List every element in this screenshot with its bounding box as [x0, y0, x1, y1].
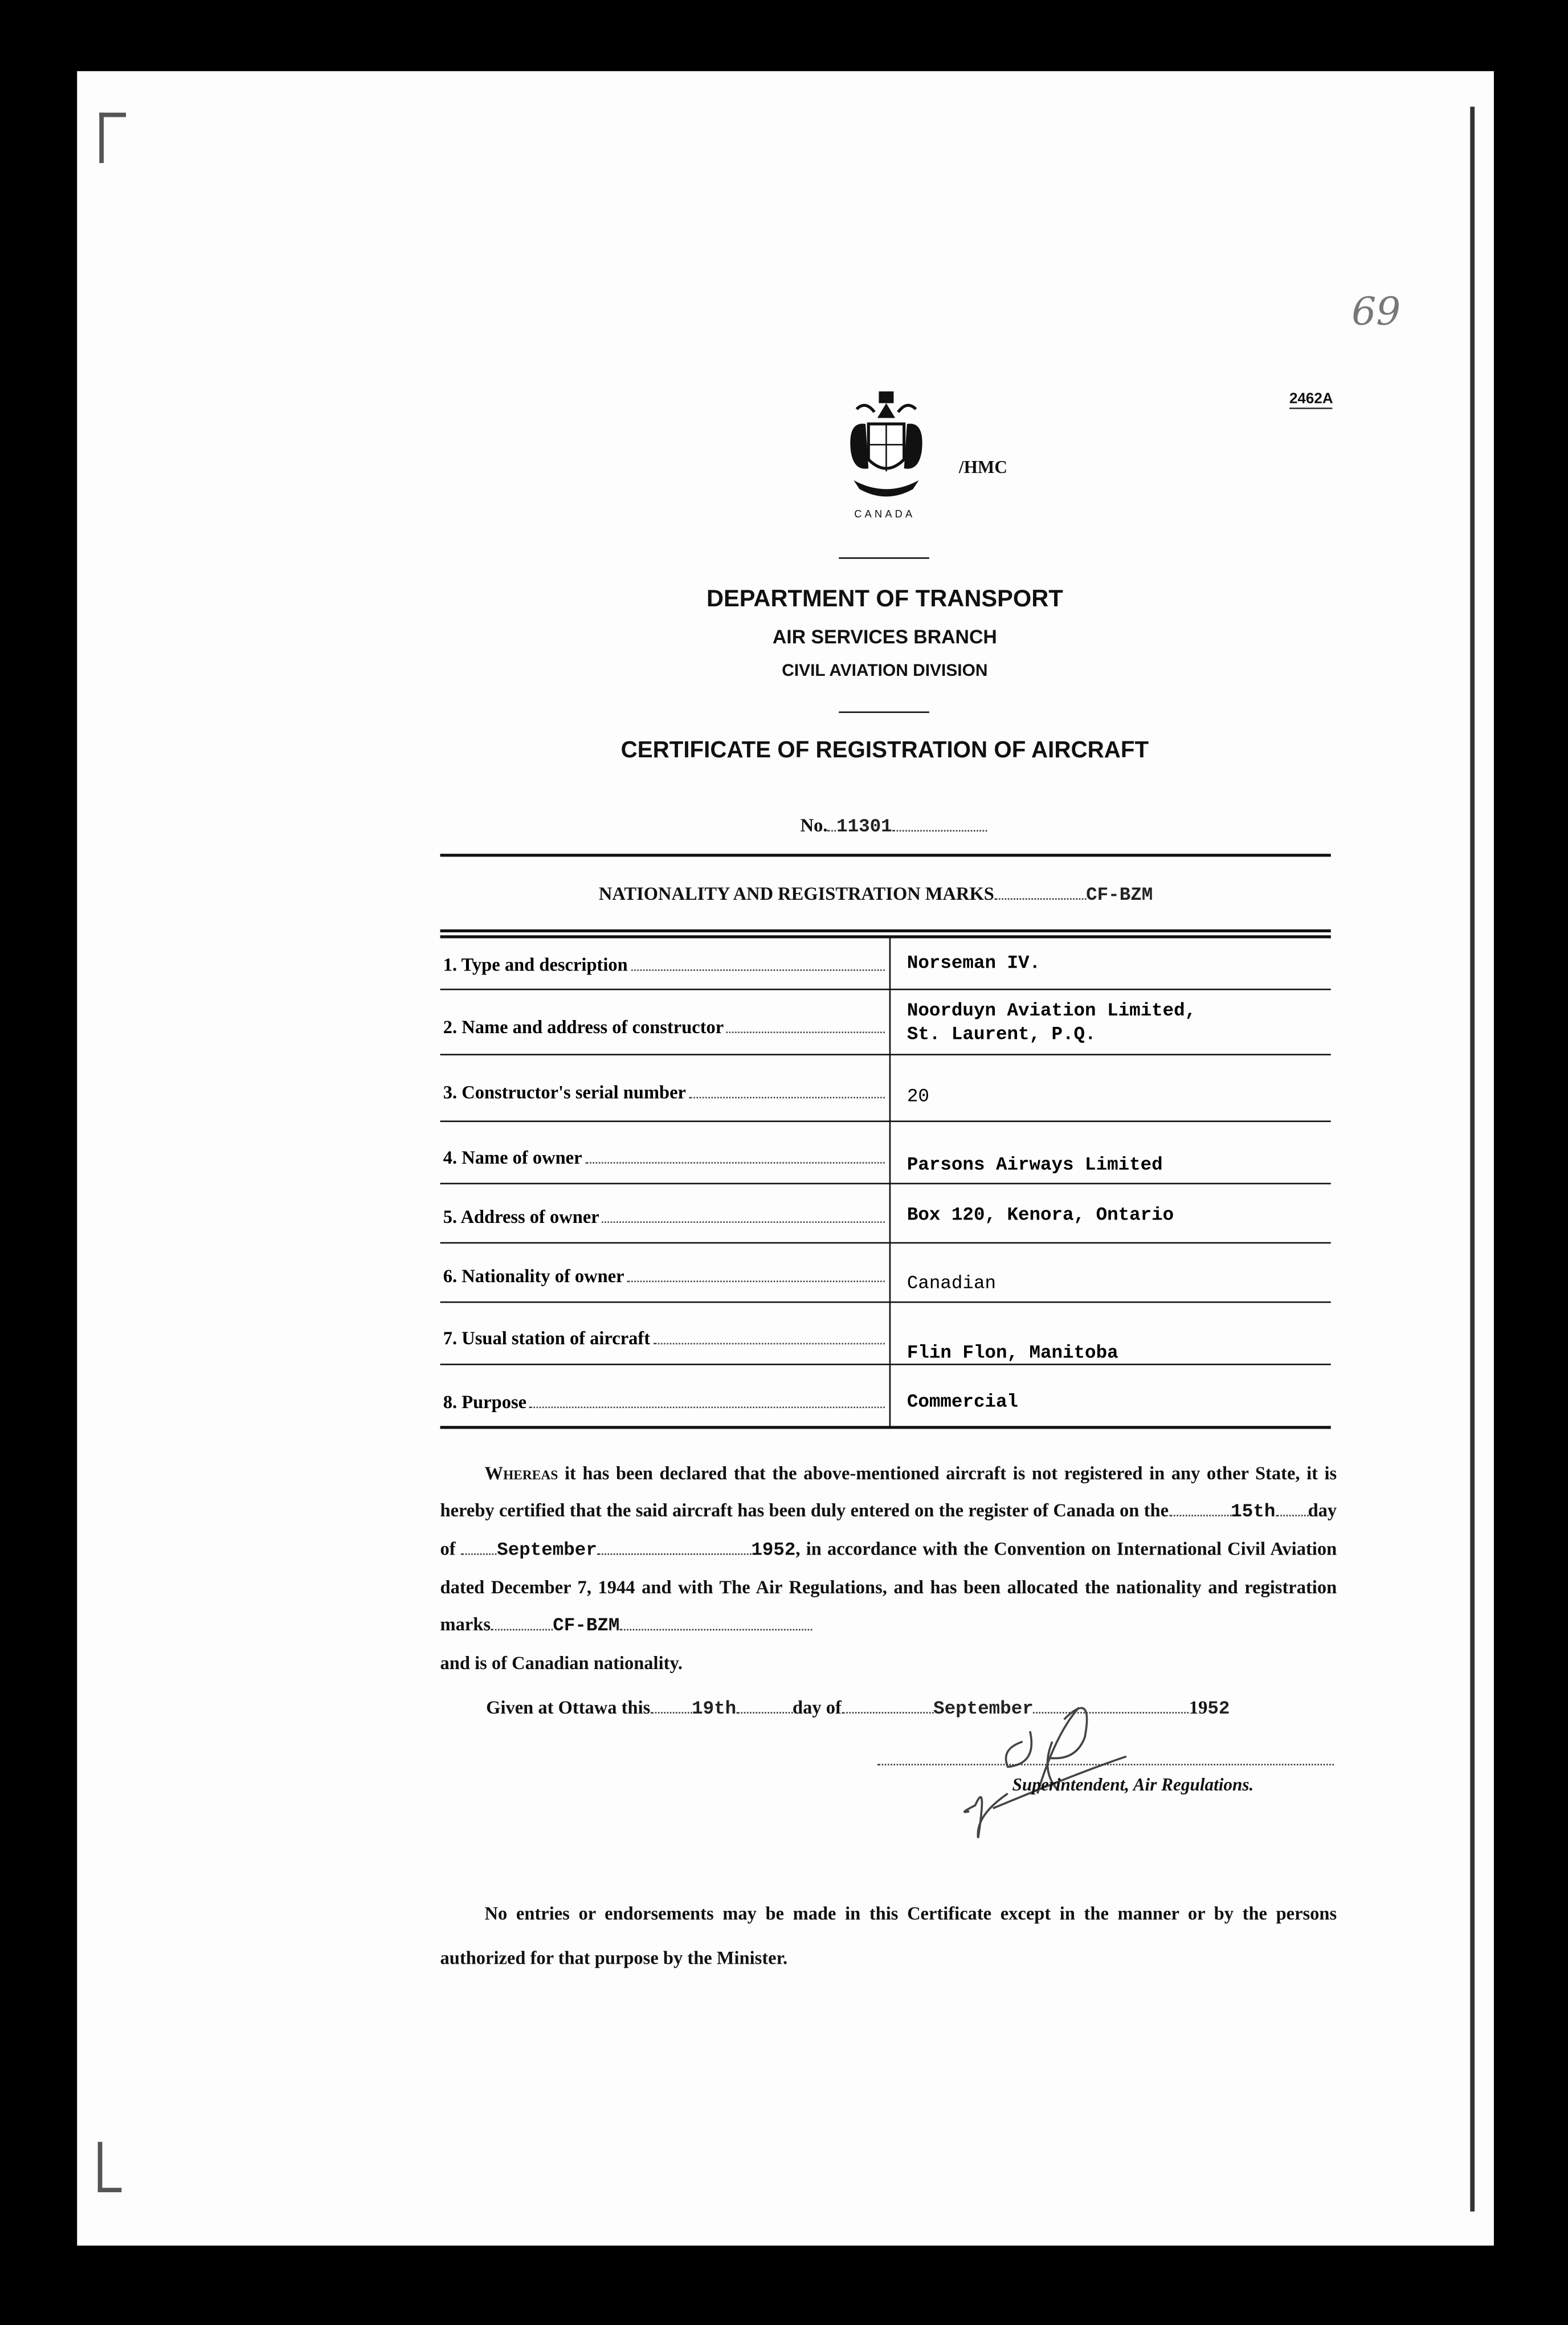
declaration-text: it has been declared that the above-mentioned aircraft is not registered in any other State, it is hereby certified that the said aircraft has been duly entered on the register of Canada on the — [440, 1463, 1337, 1521]
certificate-title: CERTIFICATE OF REGISTRATION OF AIRCRAFT — [620, 738, 1149, 764]
crop-mark — [99, 113, 104, 163]
canada-coat-of-arms-icon — [845, 391, 928, 507]
given-text: Given at Ottawa this — [486, 1697, 651, 1718]
registration-marks-line — [599, 883, 1153, 905]
table-row — [440, 1055, 1331, 1120]
handwritten-signature — [949, 1690, 1156, 1845]
table-row — [440, 1303, 1331, 1364]
table-row — [440, 1365, 1331, 1426]
crop-mark — [99, 113, 126, 117]
registration-year: 1952 — [751, 1540, 796, 1561]
field-value-line-2: St. Laurent, P.Q. — [906, 1024, 1096, 1045]
divider — [839, 712, 929, 713]
rule — [440, 929, 1331, 932]
divider — [839, 557, 929, 559]
field-value: Noorduyn Aviation Limited, — [906, 1000, 1197, 1022]
given-month: September — [933, 1698, 1034, 1720]
field-value: Box 120, Kenora, Ontario — [906, 1205, 1174, 1226]
table-row — [440, 1184, 1331, 1242]
field-value: Flin Flon, Manitoba — [906, 1343, 1118, 1364]
marks-label: NATIONALITY AND REGISTRATION MARKS — [598, 883, 994, 904]
whereas: Whereas — [484, 1463, 558, 1484]
field-label: 3. Constructor's serial number — [443, 1082, 686, 1103]
form-number: 2462A — [1289, 391, 1333, 409]
page-edge-shadow — [1470, 107, 1475, 2212]
table-row — [440, 1122, 1331, 1183]
crop-mark — [98, 2188, 122, 2192]
crest-caption: CANADA — [854, 509, 916, 520]
department-title: DEPARTMENT OF TRANSPORT — [706, 587, 1063, 613]
rule — [440, 854, 1331, 856]
table-row — [440, 990, 1331, 1054]
field-value: Norseman IV. — [906, 953, 1041, 974]
division-title: CIVIL AVIATION DIVISION — [782, 662, 988, 680]
table-row — [440, 937, 1331, 989]
given-year-suffix: 52 — [1207, 1698, 1230, 1720]
signature-line — [877, 1764, 1334, 1765]
handwritten-page-number: 69 — [1351, 290, 1401, 335]
field-value: Commercial — [906, 1392, 1018, 1413]
table-row — [440, 1243, 1331, 1301]
file-reference: /HMC — [958, 456, 1007, 478]
given-year-prefix: 19 — [1189, 1697, 1208, 1718]
field-label: 7. Usual station of aircraft — [443, 1328, 651, 1349]
field-value: 20 — [906, 1086, 929, 1108]
declaration-text: , in accordance with the Convention on International Civil Aviation dated December 7, 1944 and with The Air Regulations, and has been allocated the nationality and registration marks — [440, 1538, 1337, 1635]
field-label: 5. Address of owner — [443, 1206, 599, 1227]
field-label: 2. Name and address of constructor — [443, 1017, 724, 1038]
registration-month: September — [497, 1540, 597, 1561]
crop-mark — [98, 2142, 103, 2191]
number-label: No. — [800, 815, 828, 837]
declaration-text: day of — [440, 1500, 1337, 1560]
given-text: day of — [793, 1697, 842, 1718]
registration-day: 15th — [1231, 1501, 1276, 1523]
certificate-number — [801, 815, 987, 838]
declaration-paragraph — [440, 1455, 1337, 1682]
field-label: 1. Type and description — [443, 955, 628, 976]
field-label: 4. Name of owner — [443, 1147, 582, 1168]
branch-title: AIR SERVICES BRANCH — [772, 625, 997, 648]
declaration-text: and is of Canadian nationality. — [440, 1653, 683, 1674]
marks-value: CF-BZM — [1086, 884, 1153, 906]
field-label: 8. Purpose — [443, 1392, 527, 1413]
allocated-marks: CF-BZM — [553, 1616, 620, 1637]
number-value: 11301 — [836, 817, 892, 838]
signatory-title: Superintendent, Air Regulations. — [1012, 1774, 1254, 1795]
field-value: Parsons Airways Limited — [906, 1155, 1163, 1176]
footer-notice: No entries or endorsements may be made in this Certificate except in the manner or by the persons authorized for that purpose by the Minister. — [440, 1903, 1337, 1969]
field-label: 6. Nationality of owner — [443, 1266, 624, 1287]
given-day: 19th — [692, 1698, 737, 1720]
field-value: Canadian — [906, 1273, 996, 1294]
